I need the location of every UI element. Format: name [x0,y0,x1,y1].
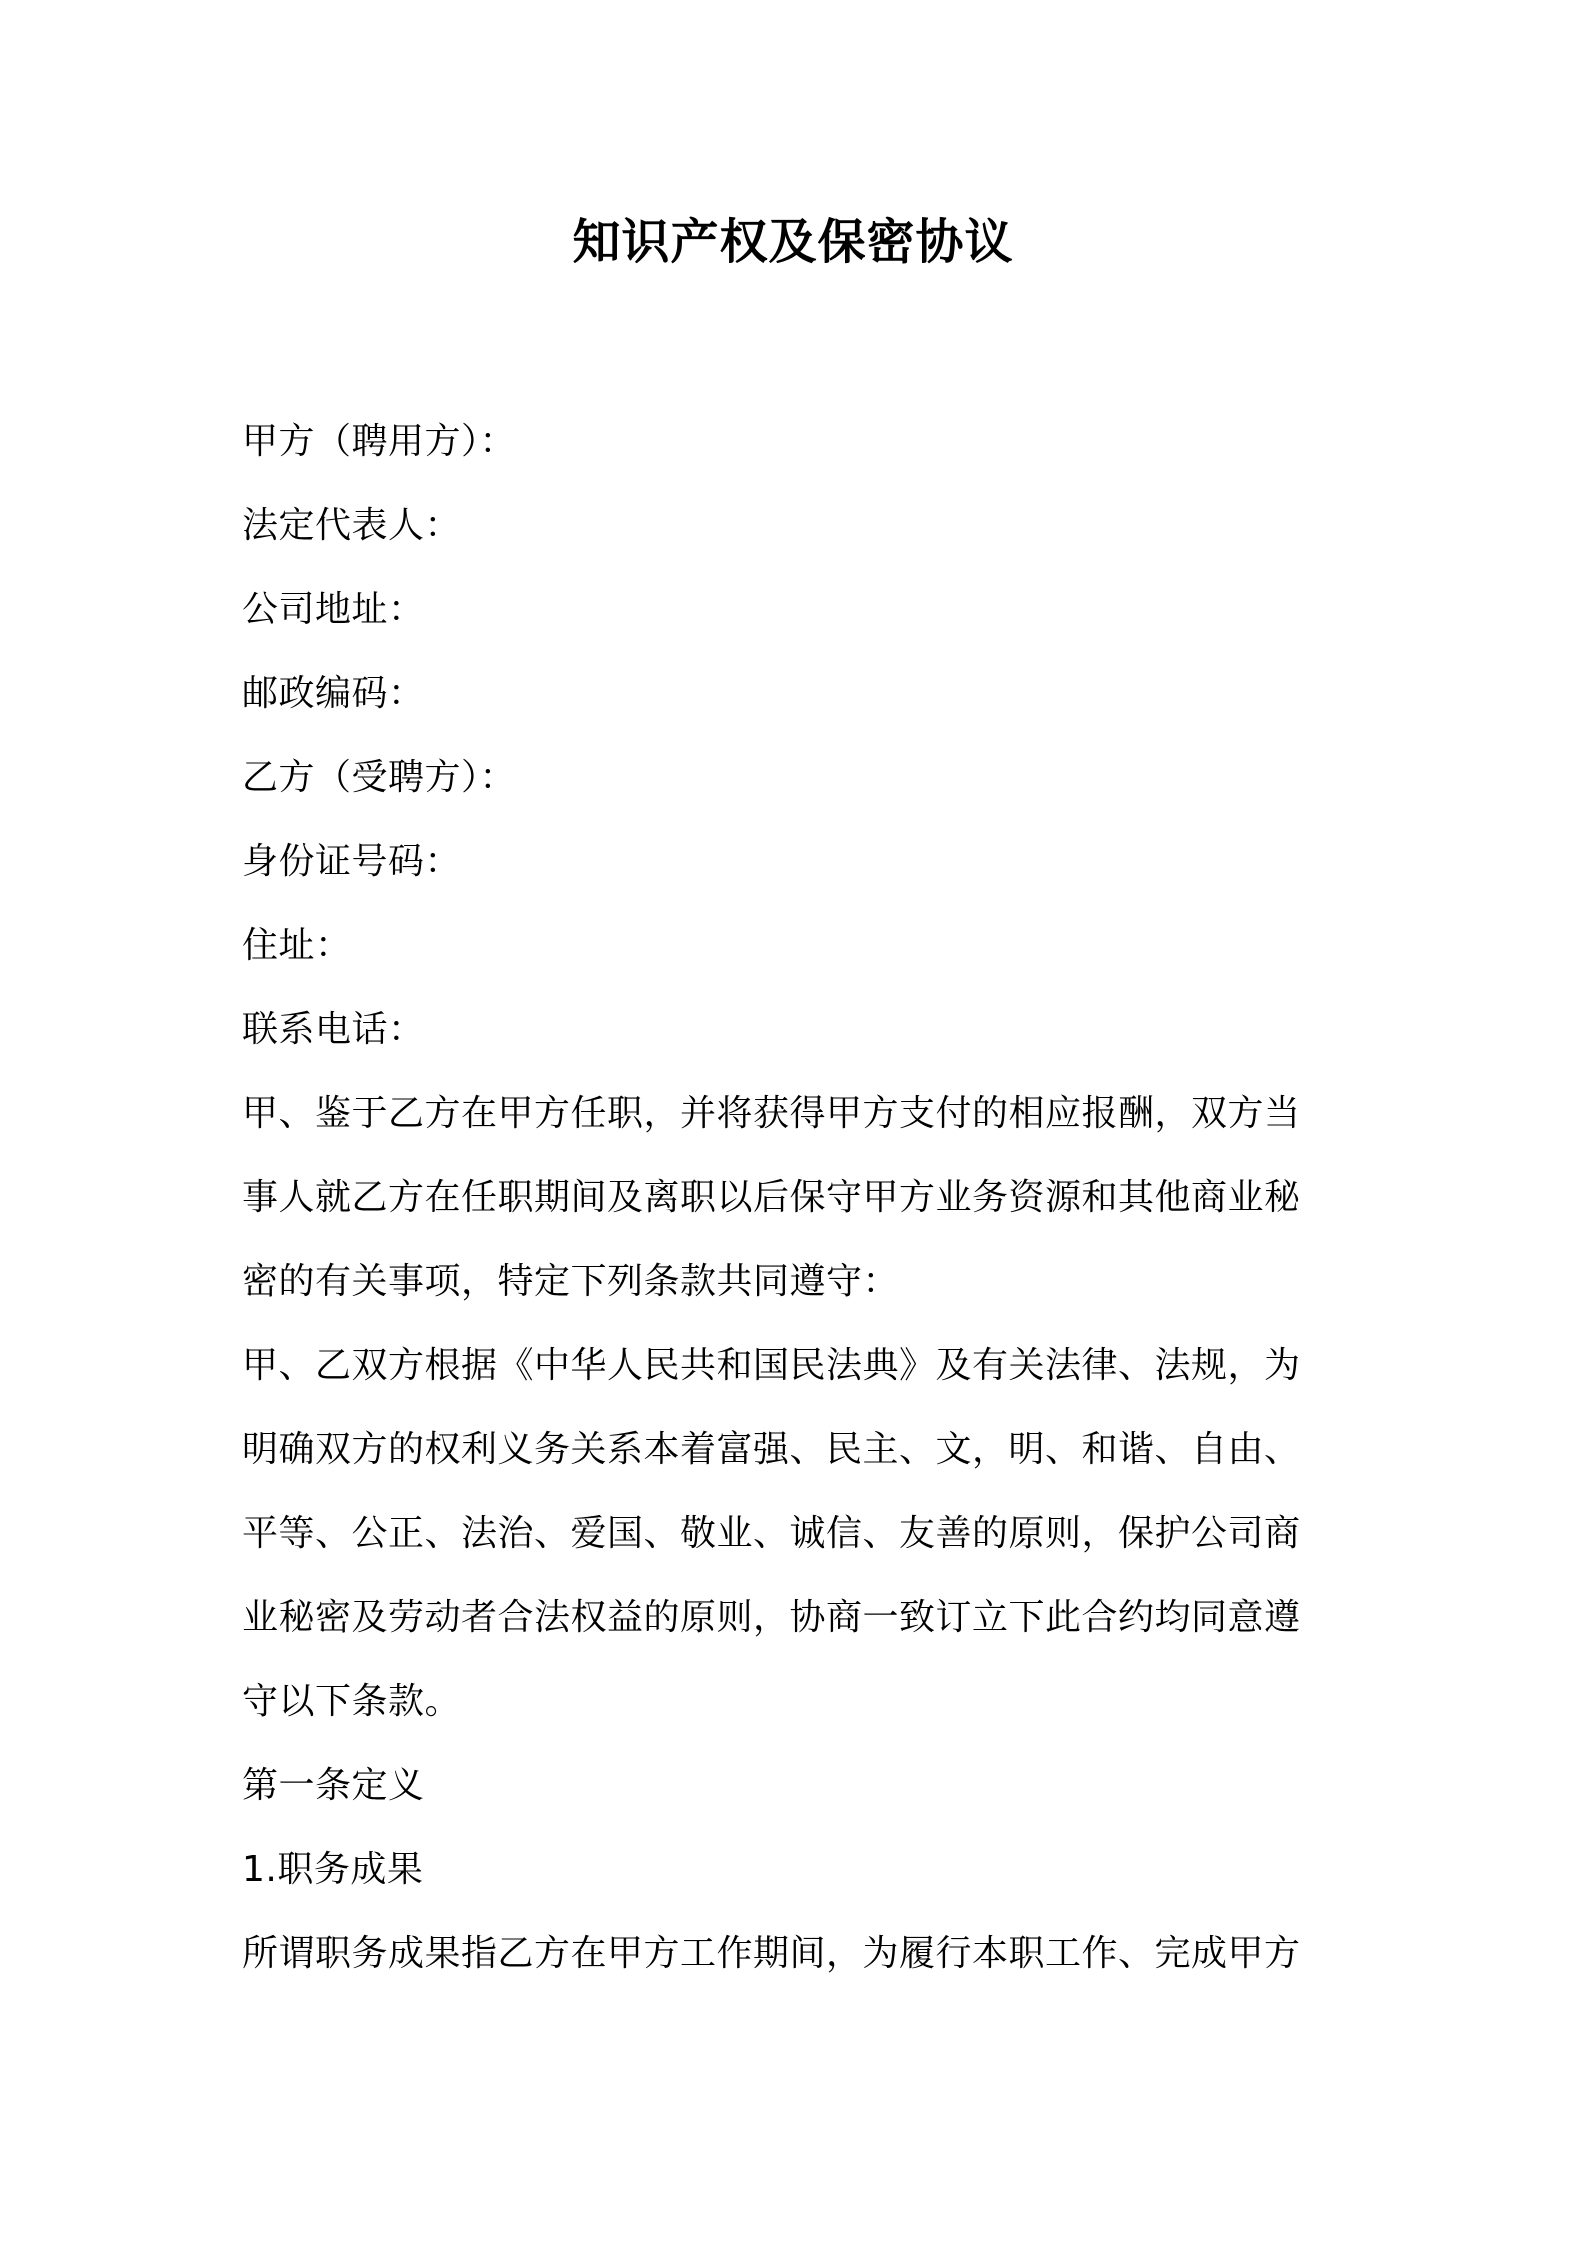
contact-phone-line: 联系电话： [242,1009,425,1050]
postal-code-line: 邮政编码： [242,673,425,714]
basis-line: 业秘密及劳动者合法权益的原则，协商一致订立下此合约均同意遵 [242,1597,1301,1638]
residence-line: 住址： [242,925,352,966]
document-title: 知识产权及保密协议 [572,214,1014,270]
party-a-line: 甲方（聘用方）： [242,421,517,462]
basis-line: 守以下条款。 [242,1681,462,1722]
id-number-line: 身份证号码： [242,841,462,882]
section-heading: 1.职务成果 [242,1849,424,1890]
legal-representative-line: 法定代表人： [242,505,462,546]
basis-line: 明确双方的权利义务关系本着富强、民主、文，明、和谐、自由、 [242,1429,1301,1470]
party-b-line: 乙方（受聘方）： [242,757,517,798]
basis-line: 平等、公正、法治、爱国、敬业、诚信、友善的原则，保护公司商 [242,1513,1301,1554]
preamble-line: 甲、鉴于乙方在甲方任职，并将获得甲方支付的相应报酬，双方当 [242,1093,1301,1134]
company-address-line: 公司地址： [242,589,425,630]
definition-line: 所谓职务成果指乙方在甲方工作期间，为履行本职工作、完成甲方 [242,1933,1301,1974]
document-body [242,400,1342,1996]
basis-line: 甲、乙双方根据《中华人民共和国民法典》及有关法律、法规，为 [242,1345,1301,1386]
preamble-line: 密的有关事项，特定下列条款共同遵守： [242,1261,900,1302]
preamble-line: 事人就乙方在任职期间及离职以后保守甲方业务资源和其他商业秘 [242,1177,1301,1218]
article-heading: 第一条定义 [242,1765,425,1806]
